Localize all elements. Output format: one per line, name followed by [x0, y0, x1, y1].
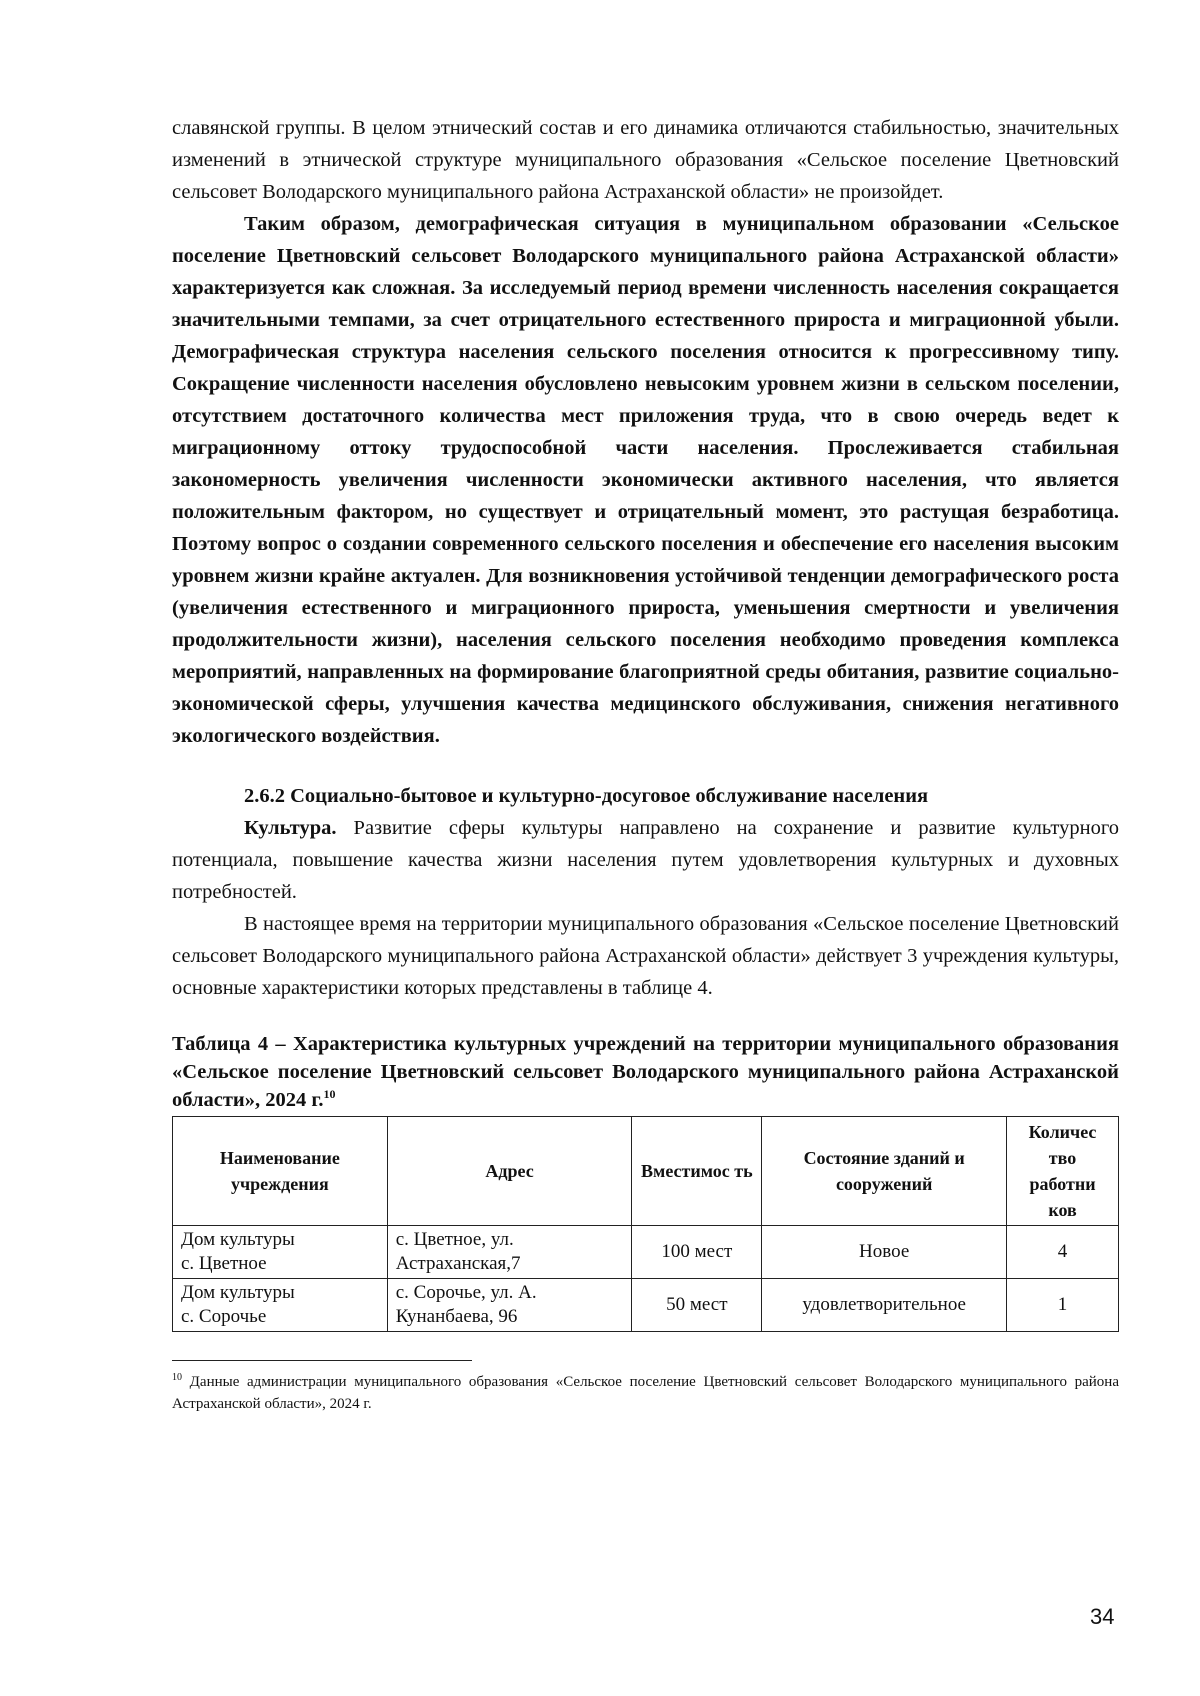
cell-address-line: с. Цветное, ул. — [395, 1229, 514, 1250]
page-number: 34 — [1090, 1604, 1115, 1629]
footnote-divider — [172, 1360, 472, 1361]
cell-name — [173, 1226, 388, 1279]
header-name: Наименование учреждения — [173, 1117, 388, 1226]
cell-staff: 1 — [1007, 1279, 1119, 1332]
culture-institutions-table — [172, 1116, 1119, 1332]
paragraph-demographic-conclusion: Таким образом, демографическая ситуация в муниципальном образовании «Сельское поселение Цветновский сельсовет Володарского муниципального района Астраханской области» характеризуется как сложная. За исследуемый период времени численность населения сокращается значительными темпами, за счет отрицательного естественного прироста и миграционной убыли. Демографическая структура населения сельского поселения относится к прогрессивному типу. Сокращение численности населения обусловлено невысоким уровнем жизни в сельском поселении, отсутствием достаточного количества мест приложения труда, что в свою очередь ведет к миграционному оттоку трудоспособной части населения. Прослеживается стабильная закономерность увеличения численности экономически активного населения, что является положительным фактором, но существует и отрицательный момент, это растущая безработица. Поэтому вопрос о создании современного сельского поселения и обеспечение его населения высоким уровнем жизни крайне актуален. Для возникновения устойчивой тенденции демографического роста (увеличения естественного и миграционного прироста, уменьшения смертности и увеличения продолжительности жизни), населения сельского поселения необходимо проведения комплекса мероприятий, направленных на формирование благоприятной среды обитания, развитие социально-экономической сферы, улучшения качества медицинского обслуживания, снижения негативного экологического воздействия. — [172, 213, 1119, 747]
footnote-text: Данные администрации муниципального образования «Сельское поселение Цветновский сельсовет Володарского муниципального района Астраханской области», 2024 г. — [172, 1374, 1119, 1412]
cell-capacity: 100 мест — [632, 1226, 762, 1279]
table-header-row — [173, 1117, 1119, 1226]
footnote-ref: 10 — [323, 1087, 336, 1102]
cell-address-line: Кунанбаева, 96 — [395, 1306, 518, 1327]
paragraph-culture — [172, 812, 1119, 908]
cell-condition: удовлетворительное — [762, 1279, 1007, 1332]
cell-capacity: 50 мест — [632, 1279, 762, 1332]
cell-address-line: Астраханская,7 — [395, 1253, 521, 1274]
cell-staff: 4 — [1007, 1226, 1119, 1279]
culture-lead: Культура. — [244, 817, 337, 839]
cell-name-line: Дом культуры — [181, 1282, 295, 1303]
paragraph-institutions: В настоящее время на территории муниципального образования «Сельское поселение Цветновский сельсовет Володарского муниципального района Астраханской области» действует 3 учреждения культуры, основные характеристики которых представлены в таблице 4. — [172, 913, 1119, 999]
footnote-number: 10 — [172, 1372, 182, 1383]
cell-condition: Новое — [762, 1226, 1007, 1279]
header-capacity: Вместимос ть — [632, 1117, 762, 1226]
cell-name-line: с. Цветное — [181, 1253, 267, 1274]
cell-name — [173, 1279, 388, 1332]
header-staff: Количес тво работни ков — [1007, 1117, 1119, 1226]
cell-address — [387, 1226, 632, 1279]
cell-name-line: Дом культуры — [181, 1229, 295, 1250]
section-heading: 2.6.2 Социально-бытовое и культурно-досуговое обслуживание населения — [244, 785, 929, 807]
table-row — [173, 1226, 1119, 1279]
table-row — [173, 1279, 1119, 1332]
cell-name-line: с. Сорочье — [181, 1306, 267, 1327]
cell-address-line: с. Сорочье, ул. А. — [395, 1282, 537, 1303]
footnote — [172, 1371, 1119, 1415]
header-condition: Состояние зданий и сооружений — [762, 1117, 1007, 1226]
cell-address — [387, 1279, 632, 1332]
header-address: Адрес — [387, 1117, 632, 1226]
paragraph-ethnic-composition: славянской группы. В целом этнический состав и его динамика отличаются стабильностью, значительных изменений в этнической структуре муниципального образования «Сельское поселение Цветновский сельсовет Володарского муниципального района Астраханской области» не произойдет. — [172, 117, 1119, 203]
document-page — [172, 112, 1119, 1415]
culture-text: Развитие сферы культуры направлено на сохранение и развитие культурного потенциала, повышение качества жизни населения путем удовлетворения культурных и духовных потребностей. — [172, 817, 1119, 903]
table-caption-text: Таблица 4 – Характеристика культурных учреждений на территории муниципального образования «Сельское поселение Цветновский сельсовет Володарского муниципального района Астраханской области», 2024 г. — [172, 1033, 1119, 1111]
table-caption — [172, 1030, 1119, 1114]
